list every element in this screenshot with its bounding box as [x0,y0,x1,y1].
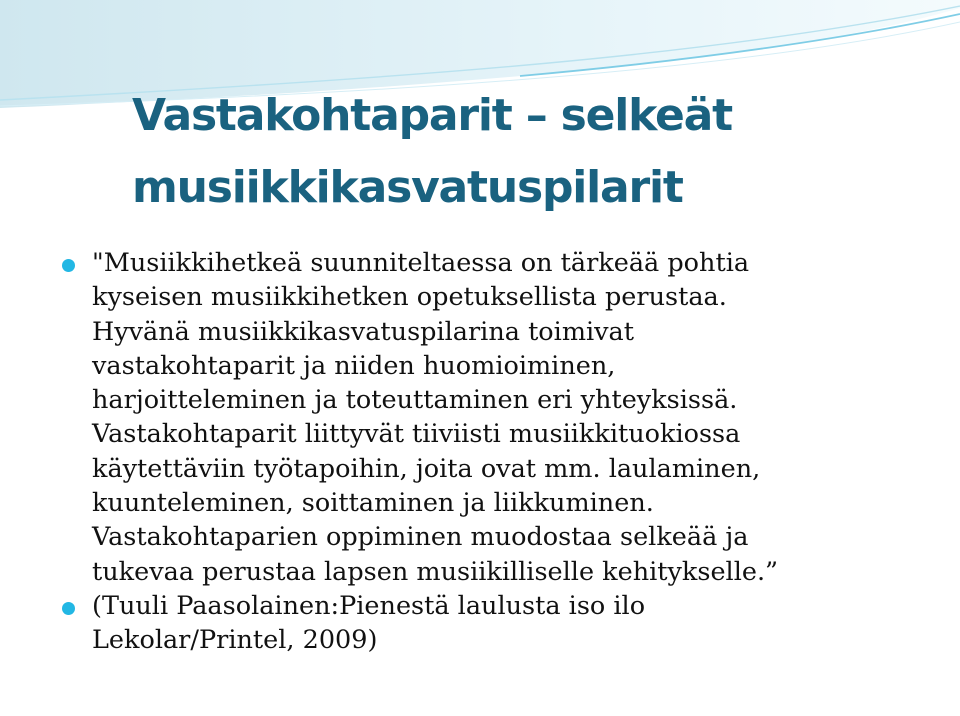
bullet-dot-icon [62,259,75,272]
text-line: Lekolar/Printel, 2009) [92,625,378,656]
text-line: käytettäviin työtapoihin, joita ovat mm. laulaminen, [92,453,761,484]
text-line: Vastakohtaparit liittyvät tiiviisti musiikkituokiossa [92,419,741,450]
bullet-text [92,589,922,658]
bullet-list [62,246,922,658]
bullet-item-quote [62,246,922,589]
text-line: Hyvänä musiikkikasvatuspilarina toimivat [92,316,635,347]
title-line: musiikkikasvatuspilarit [132,162,683,213]
title-line: Vastakohtaparit – selkeät [132,90,733,141]
text-line: kyseisen musiikkihetken opetuksellista perustaa. [92,282,727,313]
text-line: harjoitteleminen ja toteuttaminen eri yhteyksissä. [92,385,738,416]
text-line: Vastakohtaparien oppiminen muodostaa selkeää ja [92,522,749,553]
bullet-dot-icon [62,602,75,615]
bullet-text [92,246,922,589]
text-line: tukevaa perustaa lapsen musiikilliselle kehitykselle.” [92,556,779,587]
bullet-item-source [62,589,922,658]
text-line: vastakohtaparit ja niiden huomioiminen, [92,350,616,381]
slide-title [132,80,932,224]
text-line: (Tuuli Paasolainen:Pienestä laulusta iso ilo [92,590,646,621]
text-line: "Musiikkihetkeä suunniteltaessa on tärkeää pohtia [92,248,750,278]
text-line: kuunteleminen, soittaminen ja liikkuminen. [92,488,654,519]
